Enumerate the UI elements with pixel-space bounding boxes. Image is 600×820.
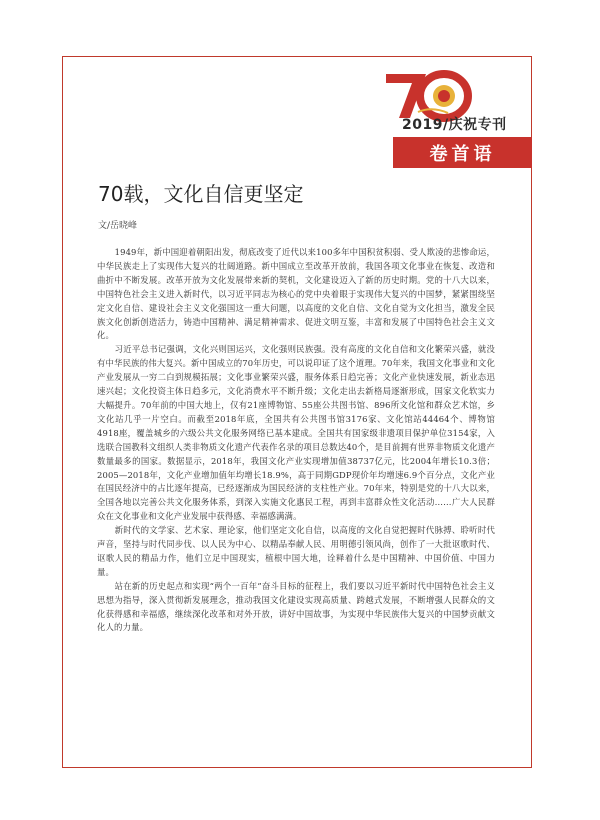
special-issue-label: 2019/庆祝专刊: [402, 117, 507, 133]
article-title: 70载，文化自信更坚定: [98, 182, 304, 206]
article-byline: 文/岳晓峰: [98, 221, 138, 231]
body-paragraph: 习近平总书记强调，文化兴则国运兴，文化强则民族强。没有高度的文化自信和文化繁荣兴盛，就没有中华民族的伟大复兴。新中国成立的70年历史，可以说印证了这个道理。70年来，我国文化事业和文化产业发展从一穷二白到规模拓展；文化事业繁荣兴盛，服务体系日趋完善；文化产业快速发展，新业态迅速兴起；文化投资主体日趋多元，文化消费水平不断升级；文化走出去新格局逐渐形成，国家文化软实力大幅提升。70年前的中国大地上，仅有21座博物馆、55座公共图书馆、896所文化馆和群众艺术馆，乡文化站几乎一片空白。而截至2018年底，全国共有公共图书馆3176家、文化馆站44464个、博物馆4918座，覆盖城乡的六级公共文化服务网络已基本建成。全国共有国家级非遗项目保护单位3154家，入选联合国教科文组织人类非物质文化遗产代表作名录的项目总数达40个，是目前拥有世界非物质文化遗产数量最多的国家。数据显示，2018年，我国文化产业实现增加值38737亿元，比2004年增长10.3倍；2005—2018年，文化产业增加值年均增长18.9%，高于同期GDP现价年均增速6.9个百分点，文化产业在国民经济中的占比逐年提高，已经逐渐成为国民经济的支柱性产业。70年来，特别是党的十八大以来，全国各地以完善公共文化服务体系，到深入实施文化惠民工程，再到丰富群众性文化活动……广大人民群众在文化事业和文化产业发展中获得感、幸福感满满。: [97, 344, 495, 522]
body-paragraph: 新时代的文学家、艺术家、理论家，他们坚定文化自信，以高度的文化自觉把握时代脉搏、聆听时代声音，坚持与时代同步伐、以人民为中心、以精品奉献人民、用明德引领风尚，创作了一大批讴歌时代、讴歌人民的精品力作，他们立足中国现实，植根中国大地，诠释着什么是中国精神、中国价值、中国力量。: [97, 525, 495, 577]
article-body: [97, 246, 495, 635]
column-name-banner: 卷首语: [393, 137, 532, 168]
body-paragraph: 站在新的历史起点和实现“两个一百年”奋斗目标的征程上，我们要以习近平新时代中国特色社会主义思想为指导，深入贯彻新发展理念，推动我国文化建设实现高质量、跨越式发展，不断增强人民群众的文化获得感和幸福感，继续深化改革和对外开放，讲好中国故事，为实现中华民族伟大复兴的中国梦贡献文化人的力量。: [97, 580, 495, 633]
body-paragraph: 1949年，新中国迎着朝阳出发，彻底改变了近代以来100多年中国积贫积弱、受人欺凌的悲惨命运，中华民族走上了实现伟大复兴的壮阔道路。新中国成立至改革开放前，我国各项文化事业在恢复、改造和曲折中不断发展。改革开放为文化发展带来新的契机，文化建设迈入了新的历史时期。党的十八大以来，中国特色社会主义进入新时代，以习近平同志为核心的党中央着眼于实现伟大复兴的中国梦，紧紧围绕坚定文化自信、建设社会主义文化强国这一重大问题，以高度的文化自信、文化自觉为文化担当，激发全民族文化创新创造活力，铸造中国精神、满足精神需求、促进文明互鉴，丰富和发展了中国特色社会主义文化。: [97, 247, 495, 341]
